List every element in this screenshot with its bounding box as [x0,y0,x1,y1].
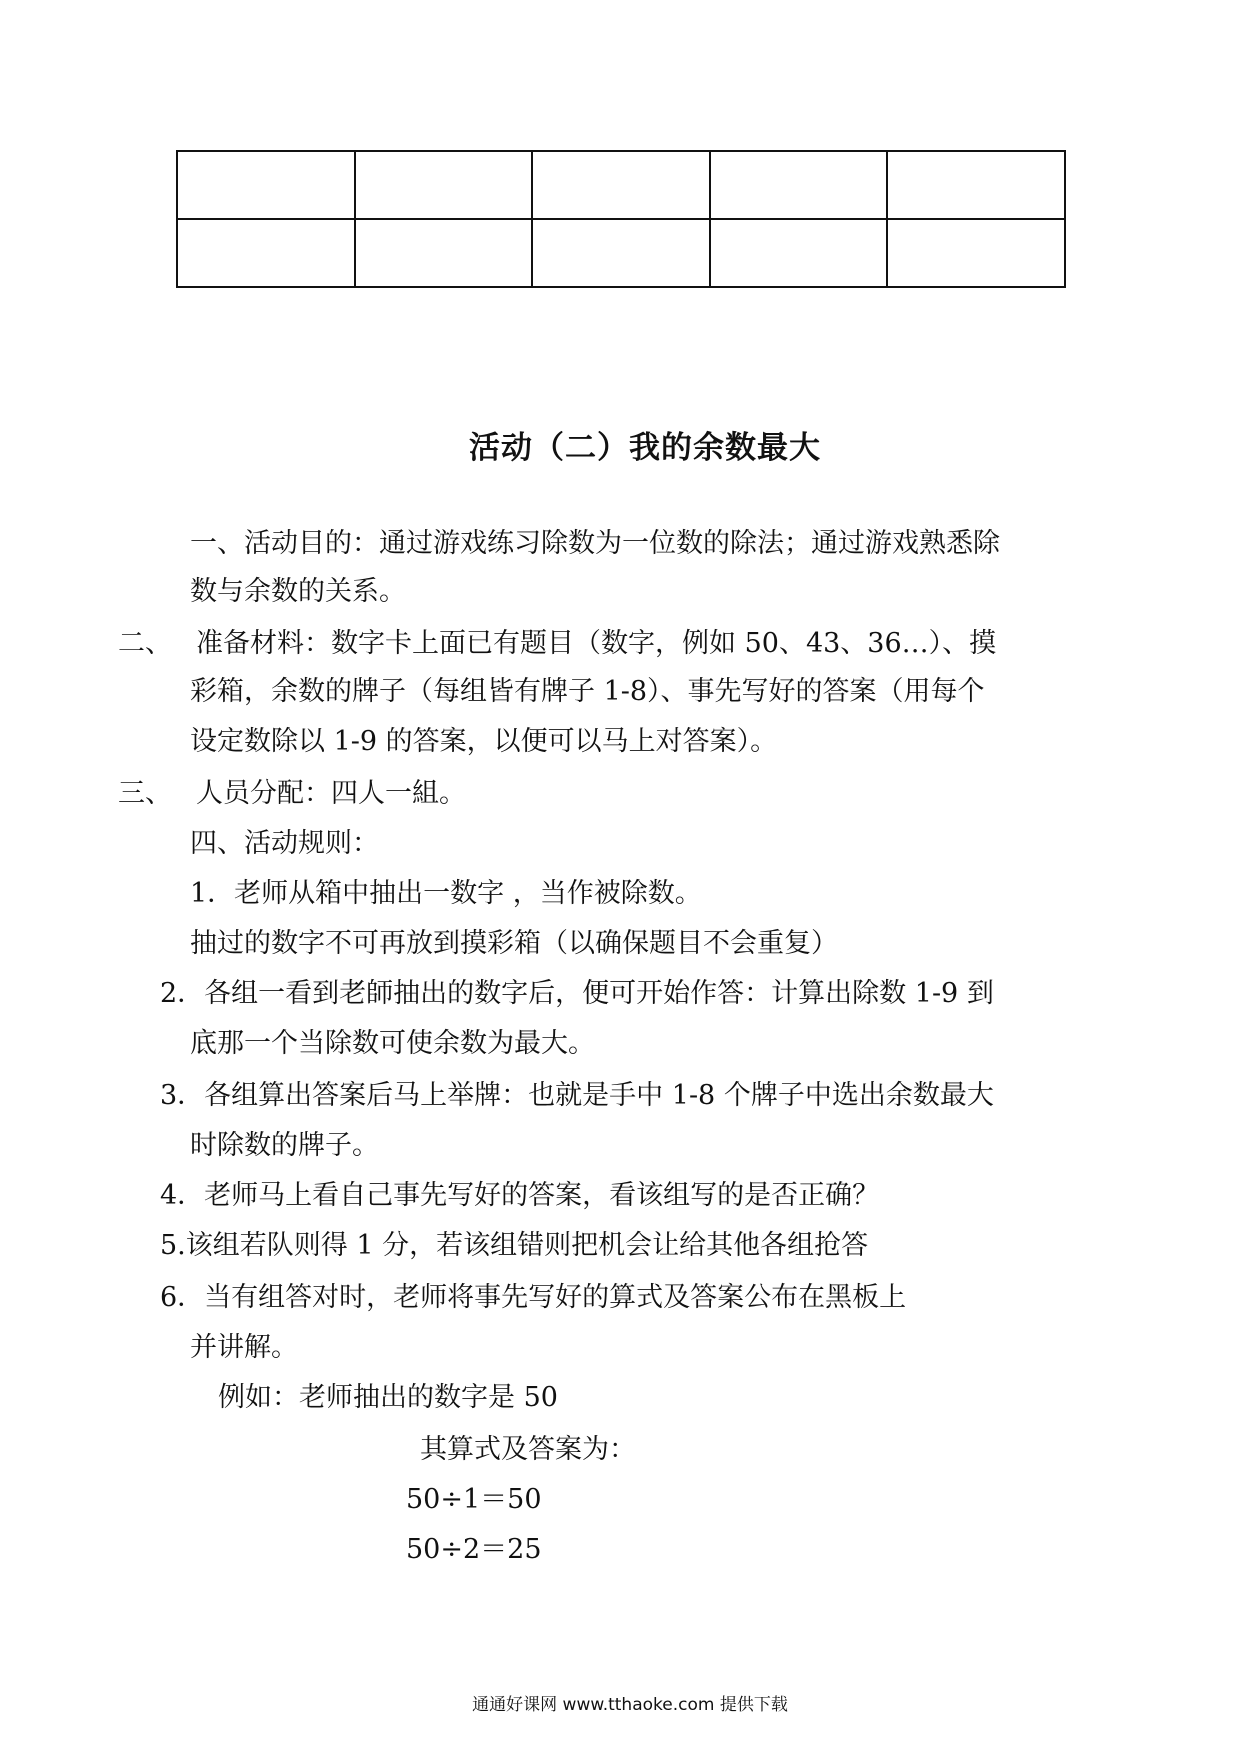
table-row [177,151,1065,219]
rule-5-line-1: 5.该组若队则得 1 分，若该组错则把机会让给其他各组抢答 [160,1230,869,1261]
table-cell [710,219,888,287]
rule-6-line-2: 并讲解。 [190,1332,298,1363]
example-equation-1: 50÷1＝50 [406,1484,542,1515]
section-3-line-1: 人员分配：四人一組。 [196,778,466,809]
table-cell [355,219,533,287]
rule-2-line-2: 底那一个当除数可使余数为最大。 [190,1028,595,1059]
section-2-line-3: 设定数除以 1-9 的答案，以便可以马上对答案）。 [190,726,778,757]
section-4-heading: 四、活动规则： [190,828,379,859]
rule-3-line-1: 3．各组算出答案后马上举牌：也就是手中 1-8 个牌子中选出余数最大 [160,1080,994,1111]
section-2-marker: 二、 [118,628,172,659]
rule-6-line-1: 6．当有组答对时，老师将事先写好的算式及答案公布在黑板上 [160,1282,907,1313]
section-2-line-1: 准备材料：数字卡上面已有题目（数字，例如 50、43、36…）、摸 [196,628,997,659]
section-3-marker: 三、 [118,778,172,809]
table-cell [355,151,533,219]
table-cell [532,151,710,219]
table-cell [177,219,355,287]
blank-table [176,150,1066,288]
example-intro: 例如：老师抽出的数字是 50 [218,1382,558,1413]
section-1-line-1: 一、活动目的：通过游戏练习除数为一位数的除法；通过游戏熟悉除 [190,528,1000,559]
rule-3-line-2: 时除数的牌子。 [190,1130,379,1161]
example-formula-heading: 其算式及答案为： [420,1434,636,1465]
example-equation-2: 50÷2＝25 [406,1534,542,1565]
rule-1-line-2: 抽过的数字不可再放到摸彩箱（以确保题目不会重复） [190,928,838,959]
table-cell [710,151,888,219]
table-cell [177,151,355,219]
table-cell [532,219,710,287]
rule-2-line-1: 2．各组一看到老師抽出的数字后，便可开始作答：计算出除数 1-9 到 [160,978,994,1009]
page-title: 活动（二）我的余数最大 [469,430,821,466]
table-row [177,219,1065,287]
section-1-line-2: 数与余数的关系。 [190,576,406,607]
table-cell [887,219,1065,287]
rule-4-line-1: 4．老师马上看自己事先写好的答案，看该组写的是否正确？ [160,1180,880,1211]
section-2-line-2: 彩箱，余数的牌子（每组皆有牌子 1-8）、事先写好的答案（用每个 [190,676,985,707]
rule-1-line-1: 1．老师从箱中抽出一数字 ，当作被除数。 [190,878,702,909]
page-footer: 通通好课网 www.tthaoke.com 提供下载 [472,1695,788,1715]
table-cell [887,151,1065,219]
